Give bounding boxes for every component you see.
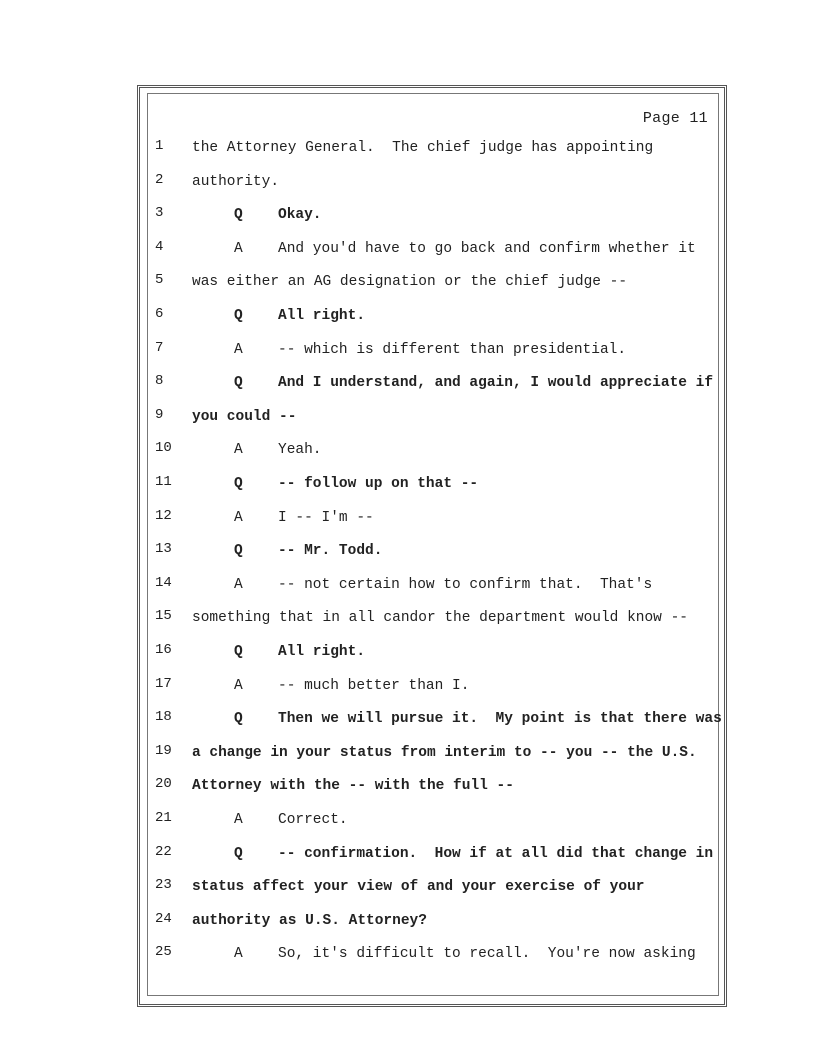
line-number: 5 <box>155 272 164 289</box>
line-text: you could -- <box>192 408 297 425</box>
speaker-label: Q <box>234 476 243 492</box>
line-text: Yeah. <box>278 442 322 459</box>
transcript-line <box>150 606 720 639</box>
transcript-line <box>150 472 720 505</box>
line-number: 7 <box>155 339 164 356</box>
speaker-label: Q <box>234 308 243 324</box>
line-number: 4 <box>155 238 164 255</box>
transcript-line <box>150 909 720 942</box>
transcript-line <box>150 506 720 539</box>
line-number: 19 <box>155 742 172 759</box>
line-number: 25 <box>155 944 172 961</box>
transcript-line <box>150 774 720 807</box>
transcript-line <box>150 438 720 471</box>
line-text: was either an AG designation or the chief judge -- <box>192 274 628 291</box>
line-number: 10 <box>155 440 172 457</box>
transcript-line <box>150 707 720 740</box>
line-text: -- Mr. Todd. <box>278 543 383 560</box>
line-number: 18 <box>155 709 172 726</box>
speaker-label: A <box>234 576 243 593</box>
line-number: 2 <box>155 171 164 188</box>
speaker-label: A <box>234 240 243 257</box>
line-text: -- follow up on that -- <box>278 476 479 492</box>
speaker-label: Q <box>234 207 243 224</box>
line-number: 21 <box>155 810 172 826</box>
line-number: 9 <box>155 406 164 423</box>
transcript-line <box>150 270 720 303</box>
transcript-line <box>150 741 720 774</box>
speaker-label: Q <box>234 845 243 862</box>
line-text: Okay. <box>278 207 322 224</box>
line-text: I -- I'm -- <box>278 509 374 526</box>
transcript-line <box>150 674 720 707</box>
speaker-label: A <box>234 509 243 526</box>
line-text: And I understand, and again, I would appreciate if <box>278 375 714 392</box>
transcript-line <box>150 338 720 371</box>
line-text: authority as U.S. Attorney? <box>192 912 427 929</box>
line-text: status affect your view of and your exercise of your <box>192 879 645 896</box>
transcript-line <box>150 539 720 572</box>
line-number: 12 <box>155 507 172 524</box>
speaker-label: Q <box>234 711 243 728</box>
page-number: Page 11 <box>642 110 708 127</box>
line-text: authority. <box>192 173 280 190</box>
transcript-line <box>150 371 720 404</box>
transcript-line <box>150 304 720 337</box>
line-text: the Attorney General. The chief judge has appointing <box>192 140 654 156</box>
line-number: 17 <box>155 675 172 692</box>
line-number: 16 <box>155 642 172 658</box>
line-text: Attorney with the -- with the full -- <box>192 778 514 795</box>
line-number: 24 <box>155 910 172 927</box>
line-number: 23 <box>155 877 172 894</box>
line-number: 8 <box>155 373 164 390</box>
line-text: Then we will pursue it. My point is that there was <box>278 711 722 728</box>
line-number: 13 <box>155 541 172 558</box>
line-text: So, it's difficult to recall. You're now asking <box>278 946 696 963</box>
transcript-line <box>150 237 720 270</box>
line-text: And you'd have to go back and confirm whether it <box>278 240 696 257</box>
transcript-line <box>150 573 720 606</box>
speaker-label: A <box>234 946 243 963</box>
line-number: 14 <box>155 574 172 591</box>
speaker-label: Q <box>234 375 243 392</box>
speaker-label: Q <box>234 543 243 560</box>
line-text: All right. <box>278 308 366 324</box>
transcript-line <box>150 203 720 236</box>
line-number: 1 <box>155 138 164 154</box>
transcript-line <box>150 942 720 975</box>
line-number: 20 <box>155 776 172 793</box>
speaker-label: A <box>234 677 243 694</box>
line-number: 3 <box>155 205 164 222</box>
transcript-line <box>150 405 720 438</box>
transcript-line <box>150 640 720 673</box>
line-number: 15 <box>155 608 172 625</box>
speaker-label: A <box>234 812 243 828</box>
line-number: 22 <box>155 843 172 860</box>
line-number: 6 <box>155 306 164 322</box>
line-text: Correct. <box>278 812 348 828</box>
line-text: -- much better than I. <box>278 677 470 694</box>
line-text: something that in all candor the department would know -- <box>192 610 688 627</box>
line-number: 11 <box>155 474 172 490</box>
transcript-line <box>150 170 720 203</box>
line-text: -- which is different than presidential. <box>278 341 627 358</box>
line-text: -- confirmation. How if at all did that change in <box>278 845 714 862</box>
transcript-line <box>150 875 720 908</box>
transcript-line <box>150 136 720 169</box>
line-text: All right. <box>278 644 366 660</box>
transcript-line <box>150 842 720 875</box>
line-text: -- not certain how to confirm that. That's <box>278 576 653 593</box>
speaker-label: Q <box>234 644 243 660</box>
speaker-label: A <box>234 442 243 459</box>
line-text: a change in your status from interim to -- you -- the U.S. <box>192 744 697 761</box>
speaker-label: A <box>234 341 243 358</box>
transcript-line <box>150 808 720 841</box>
